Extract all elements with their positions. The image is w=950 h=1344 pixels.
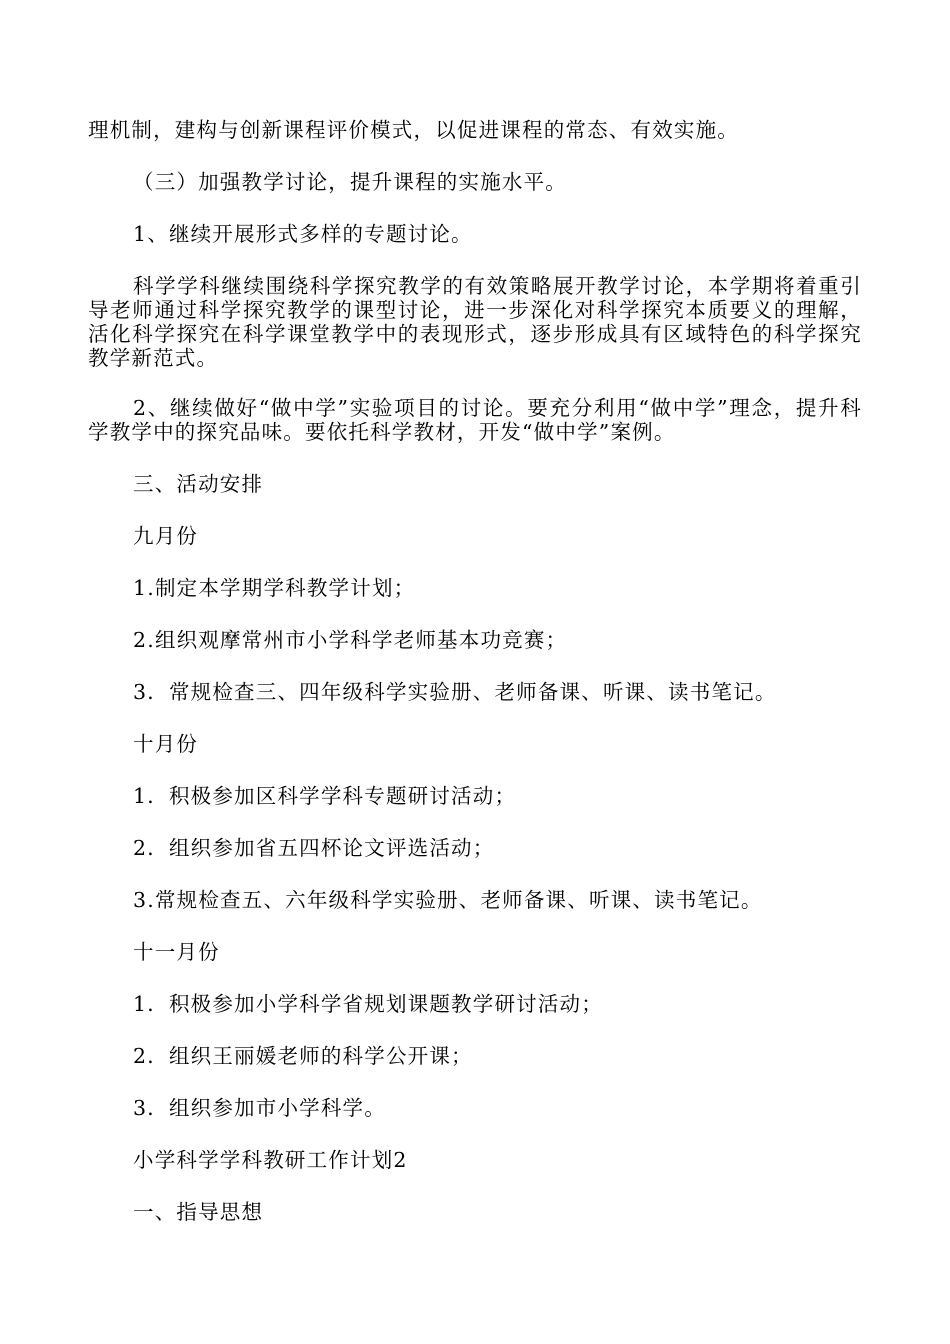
section-heading-guiding-ideology: 一、指导思想 (133, 1200, 264, 1224)
month-heading-september: 九月份 (133, 524, 199, 548)
month-heading-november: 十一月份 (133, 940, 220, 964)
list-item: 1．积极参加小学科学省规划课题教学研讨活动； (133, 992, 603, 1016)
item-topic-discussion: 1、继续开展形式多样的专题讨论。 (133, 222, 473, 246)
paragraph-course-management: 理机制，建构与创新课程评价模式，以促进课程的常态、有效实施。 (88, 118, 739, 142)
document-body (88, 118, 862, 1224)
item-learning-by-doing: 2、继续做好“做中学”实验项目的讨论。要充分利用“做中学”理念，提升科学教学中的探究品味。要依托科学教材，开发“做中学”案例。 (88, 396, 862, 444)
paragraph-science-inquiry: 科学学科继续围绕科学探究教学的有效策略展开教学讨论，本学期将着重引导老师通过科学探究教学的课型讨论，进一步深化对科学探究本质要义的理解，活化科学探究在科学课堂教学中的表现形式，逐步形成具有区域特色的科学探究教学新范式。 (88, 274, 862, 370)
list-item: 2．组织王丽媛老师的科学公开课； (133, 1044, 473, 1068)
list-item: 3．常规检查三、四年级科学实验册、老师备课、听课、读书笔记。 (133, 680, 777, 704)
list-item: 1．积极参加区科学学科专题研讨活动； (133, 784, 517, 808)
section-heading-strengthen-discussion: （三）加强教学讨论，提升课程的实施水平。 (133, 170, 567, 194)
section-heading-activities: 三、活动安排 (133, 472, 264, 496)
document-subtitle-plan-2: 小学科学学科教研工作计划2 (133, 1148, 408, 1172)
list-item: 3．组织参加市小学科学。 (133, 1096, 386, 1120)
list-item: 2．组织参加省五四杯论文评选活动； (133, 836, 495, 860)
list-item: 1.制定本学期学科教学计划； (133, 576, 416, 600)
list-item: 2.组织观摩常州市小学科学老师基本功竞赛； (133, 628, 568, 652)
list-item: 3.常规检查五、六年级科学实验册、老师备课、听课、读书笔记。 (133, 888, 763, 912)
month-heading-october: 十月份 (133, 732, 199, 756)
